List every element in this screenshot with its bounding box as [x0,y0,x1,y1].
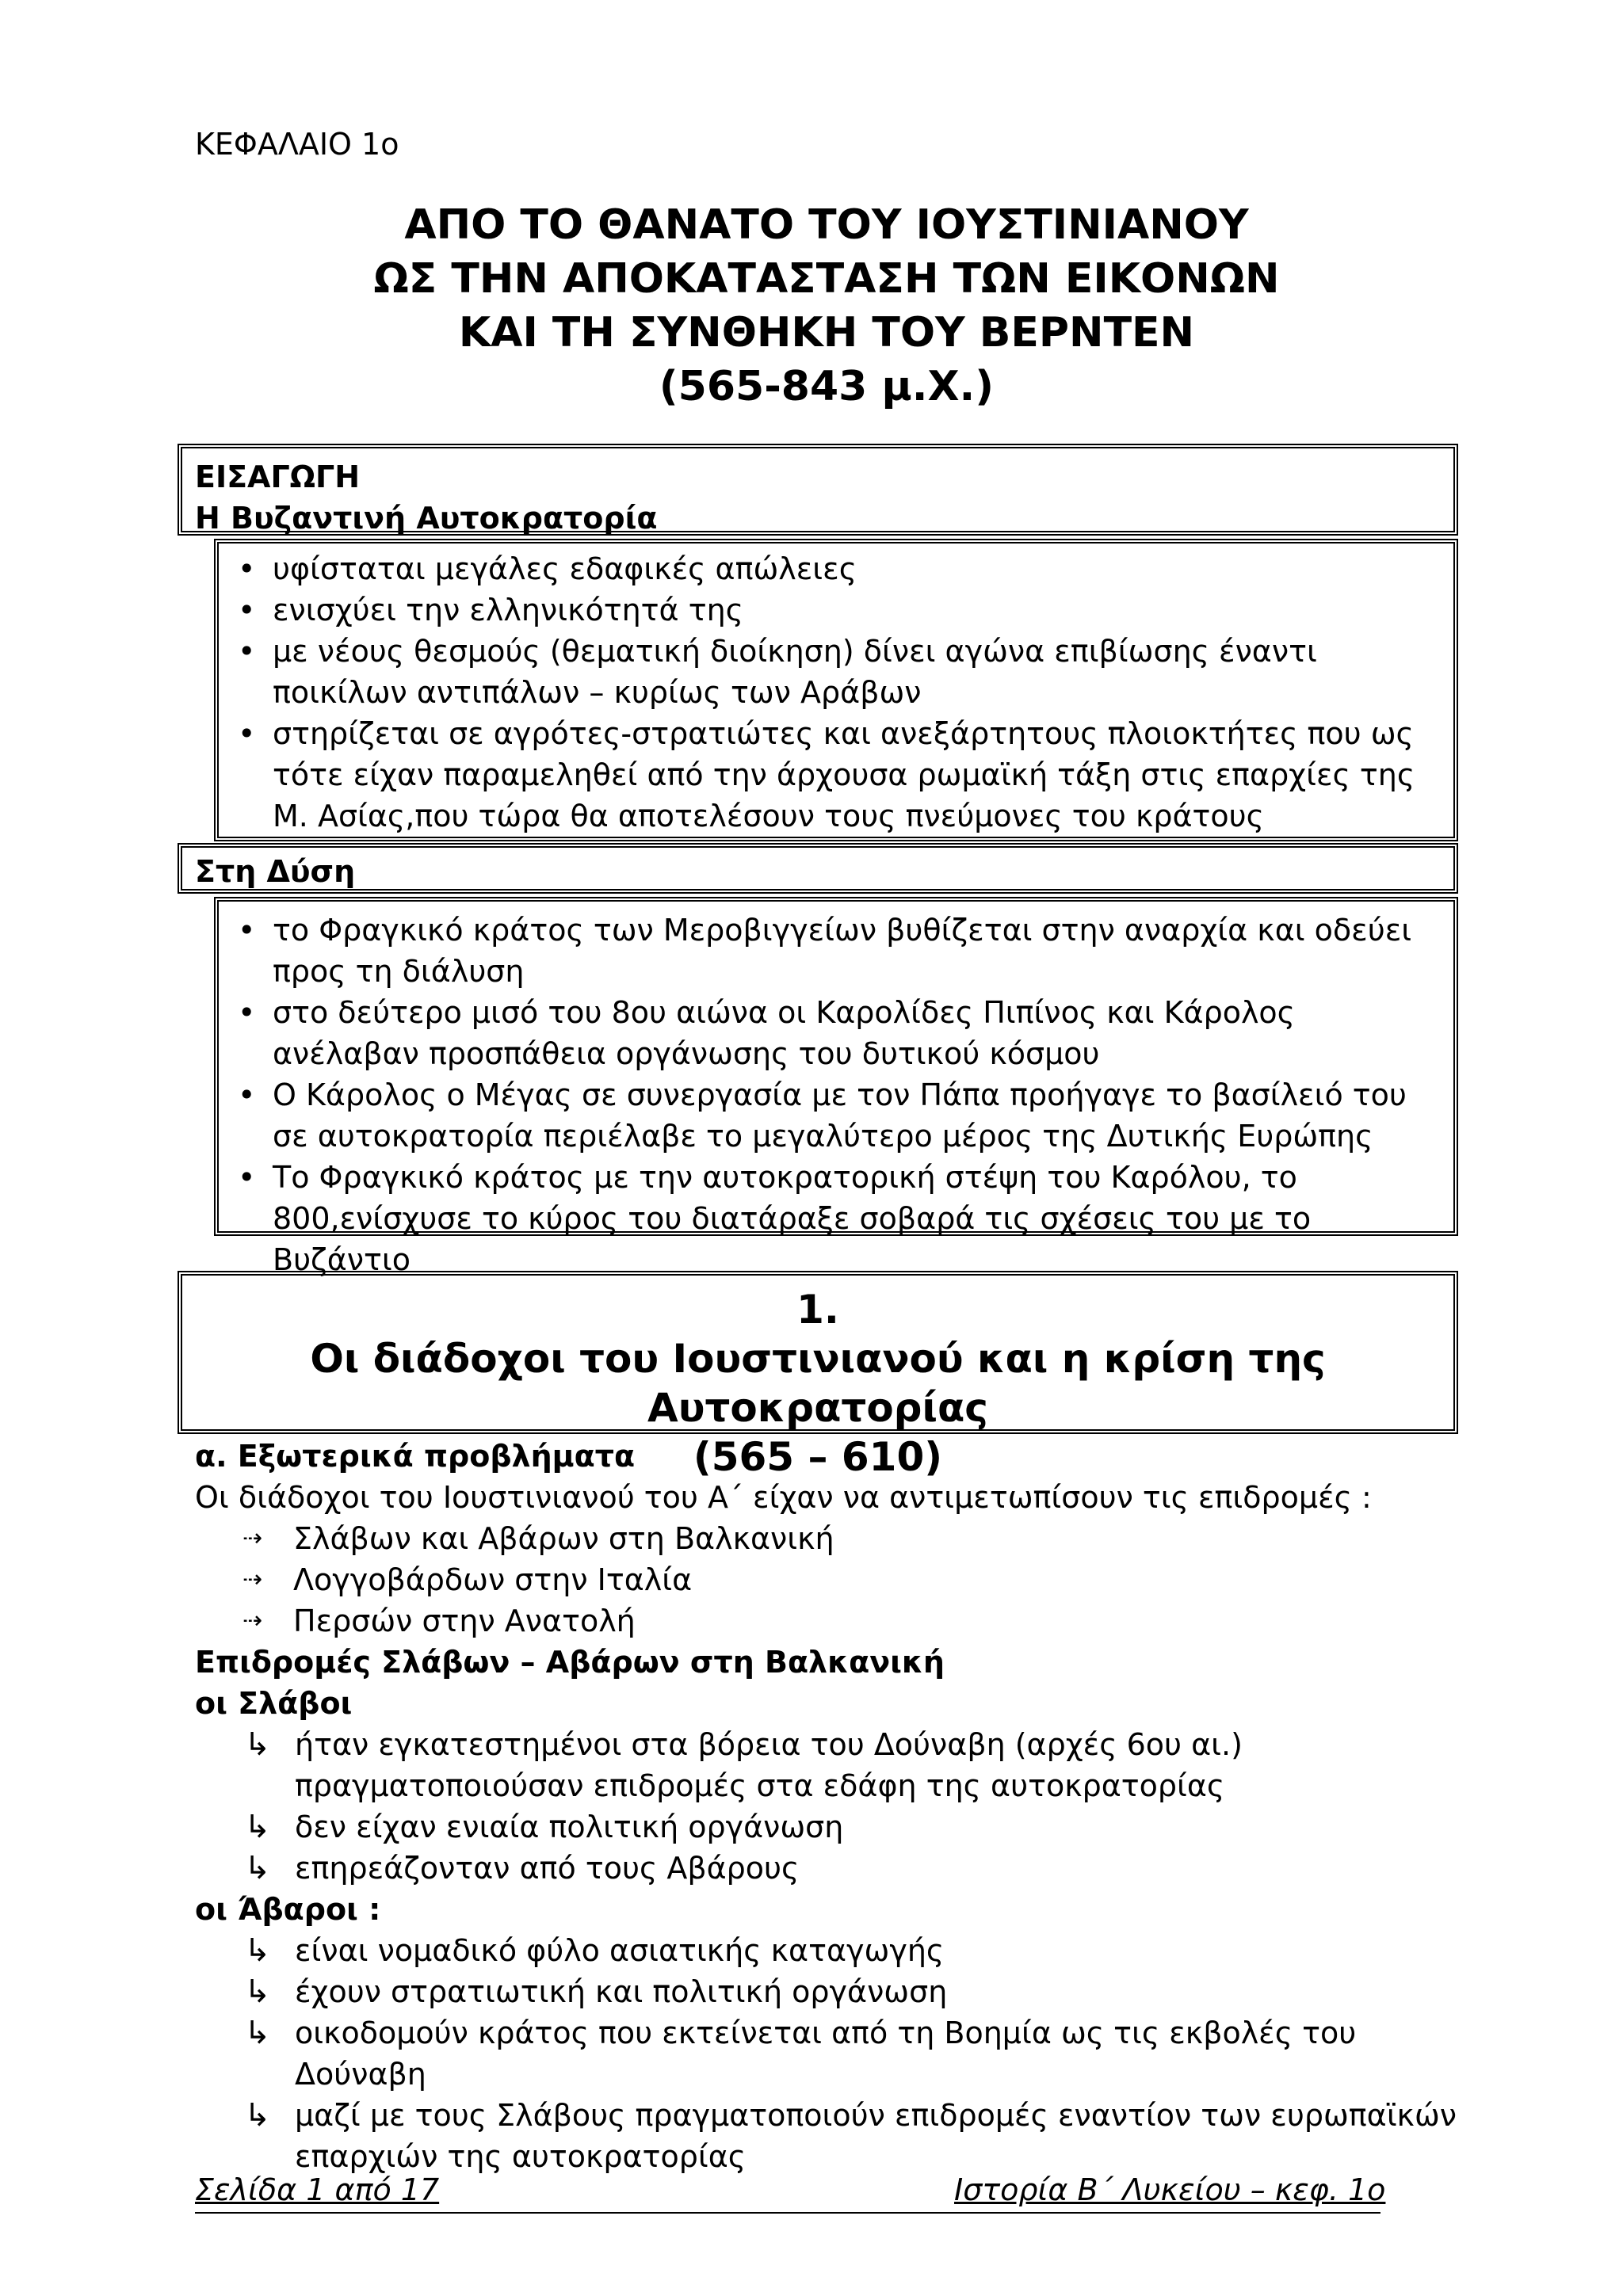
arrow-icon: ⇢ [242,1566,263,1593]
raids-list [195,1518,1458,1642]
chapter-label: ΚΕΦΑΛΑΙΟ 1ο [195,127,399,162]
raids-heading: Επιδρομές Σλάβων – Αβάρων στη Βαλκανική [195,1645,945,1680]
list-item: • στηρίζεται σε αγρότες-στρατιώτες και ανεξάρτητους πλοιοκτήτες που ως τότε είχαν παραμεληθεί από την άρχουσα ρωμαϊκή τάξη στις επαρχίες της Μ. Ασίας,που τώρα θα αποτελέσουν τους πνεύμονες του κράτους [231,713,1441,837]
arrow-icon: ⇢ [242,1607,263,1634]
slavs-heading: οι Σλάβοι [195,1686,353,1721]
list-item: ↳ δεν είχαν ενιαία πολιτική οργάνωση [195,1806,1458,1848]
slavs-list [195,1724,1458,1889]
list-item: ↳ έχουν στρατιωτική και πολιτική οργάνωση [195,1971,1458,2012]
intro-subheading: Η Βυζαντινή Αυτοκρατορία [195,501,658,536]
hook-arrow-icon: ↳ [244,1850,271,1886]
west-heading-box [178,843,1458,894]
footer-page-number: Σελίδα 1 από 17 [195,2172,440,2207]
west-bullet-box [214,897,1458,1277]
footer-course: Ιστορία Β΄ Λυκείου – κεφ. 1ο [954,2172,1386,2207]
list-item: ⇢ Λογγοβάρδων στην Ιταλία [195,1559,1458,1600]
footer-rule [195,2212,1381,2214]
avars-list [195,1930,1458,2177]
list-item: ⇢ Περσών στην Ανατολή [195,1600,1458,1642]
hook-arrow-icon: ↳ [244,1974,271,2010]
title-line-1: ΑΠΟ ΤΟ ΘΑΝΑΤΟ ΤΟΥ ΙΟΥΣΤΙΝΙΑΝΟΥ [404,201,1249,249]
intro-bullet-list [231,548,1441,837]
list-item: • υφίσταται μεγάλες εδαφικές απώλειες [231,548,1441,589]
title-line-2: ΩΣ ΤΗΝ ΑΠΟΚΑΤΑΣΤΑΣΗ ΤΩΝ ΕΙΚΟΝΩΝ [373,255,1280,303]
hook-arrow-icon: ↳ [244,2015,271,2051]
title-line-4: (565-843 μ.Χ.) [659,363,995,410]
section-title: Οι διάδοχοι του Ιουστινιανού και η κρίση της Αυτοκρατορίας [310,1336,1326,1431]
intro-heading: ΕΙΣΑΓΩΓΗ [195,460,360,494]
hook-arrow-icon: ↳ [244,2097,271,2134]
intro-bullet-box [214,539,1458,841]
intro-heading-box [178,444,1458,536]
list-item: • στο δεύτερο μισό του 8ου αιώνα οι Καρολίδες Πιπίνος και Κάρολος ανέλαβαν προσπάθεια οργάνωσης του δυτικού κόσμου [231,992,1441,1074]
list-item: • Ο Κάρολος ο Μέγας σε συνεργασία με τον Πάπα προήγαγε το βασίλειό του σε αυτοκρατορία περιέλαβε το μεγαλύτερο μέρος της Δυτικής Ευρώπης [231,1074,1441,1157]
arrow-icon: ⇢ [242,1524,263,1552]
hook-arrow-icon: ↳ [244,1726,271,1763]
west-bullet-list [231,910,1441,1280]
intro-line: Οι διάδοχοι του Ιουστινιανού του Α΄ είχαν να αντιμετωπίσουν τις επιδρομές : [195,1480,1372,1515]
avars-heading: οι Άβαροι : [195,1892,381,1927]
list-item: • με νέους θεσμούς (θεματική διοίκηση) δίνει αγώνα επιβίωσης έναντι ποικίλων αντιπάλων – κυρίως των Αράβων [231,631,1441,713]
list-item: ↳ επηρεάζονταν από τους Αβάρους [195,1848,1458,1889]
list-item: ↳ μαζί με τους Σλάβους πραγματοποιούν επιδρομές εναντίον των ευρωπαϊκών επαρχιών της αυτοκρατορίας [195,2095,1458,2177]
section-number: 1. [796,1287,839,1333]
page-title [195,198,1458,414]
hook-arrow-icon: ↳ [244,1932,271,1969]
hook-arrow-icon: ↳ [244,1809,271,1845]
subsection-heading: α. Εξωτερικά προβλήματα [195,1439,636,1474]
body-content [195,1436,1458,2177]
list-item: • Το Φραγκικό κράτος με την αυτοκρατορική στέψη του Καρόλου, το 800,ενίσχυσε το κύρος του διατάραξε σοβαρά τις σχέσεις του με το Βυζάντιο [231,1157,1441,1280]
west-heading: Στη Δύση [195,854,356,889]
list-item: • το Φραγκικό κράτος των Μεροβιγγείων βυθίζεται στην αναρχία και οδεύει προς τη διάλυση [231,910,1441,992]
list-item: • ενισχύει την ελληνικότητά της [231,589,1441,631]
list-item: ↳ οικοδομούν κράτος που εκτείνεται από τη Βοημία ως τις εκβολές του Δούναβη [195,2012,1458,2095]
title-line-3: ΚΑΙ ΤΗ ΣΥΝΘΗΚΗ ΤΟΥ ΒΕΡΝΤΕΝ [458,309,1195,357]
list-item: ⇢ Σλάβων και Αβάρων στη Βαλκανική [195,1518,1458,1559]
list-item: ↳ είναι νομαδικό φύλο ασιατικής καταγωγής [195,1930,1458,1971]
list-item: ↳ ήταν εγκατεστημένοι στα βόρεια του Δούναβη (αρχές 6ου αι.) πραγματοποιούσαν επιδρομές στα εδάφη της αυτοκρατορίας [195,1724,1458,1806]
section-years: (565 – 610) [693,1434,943,1480]
